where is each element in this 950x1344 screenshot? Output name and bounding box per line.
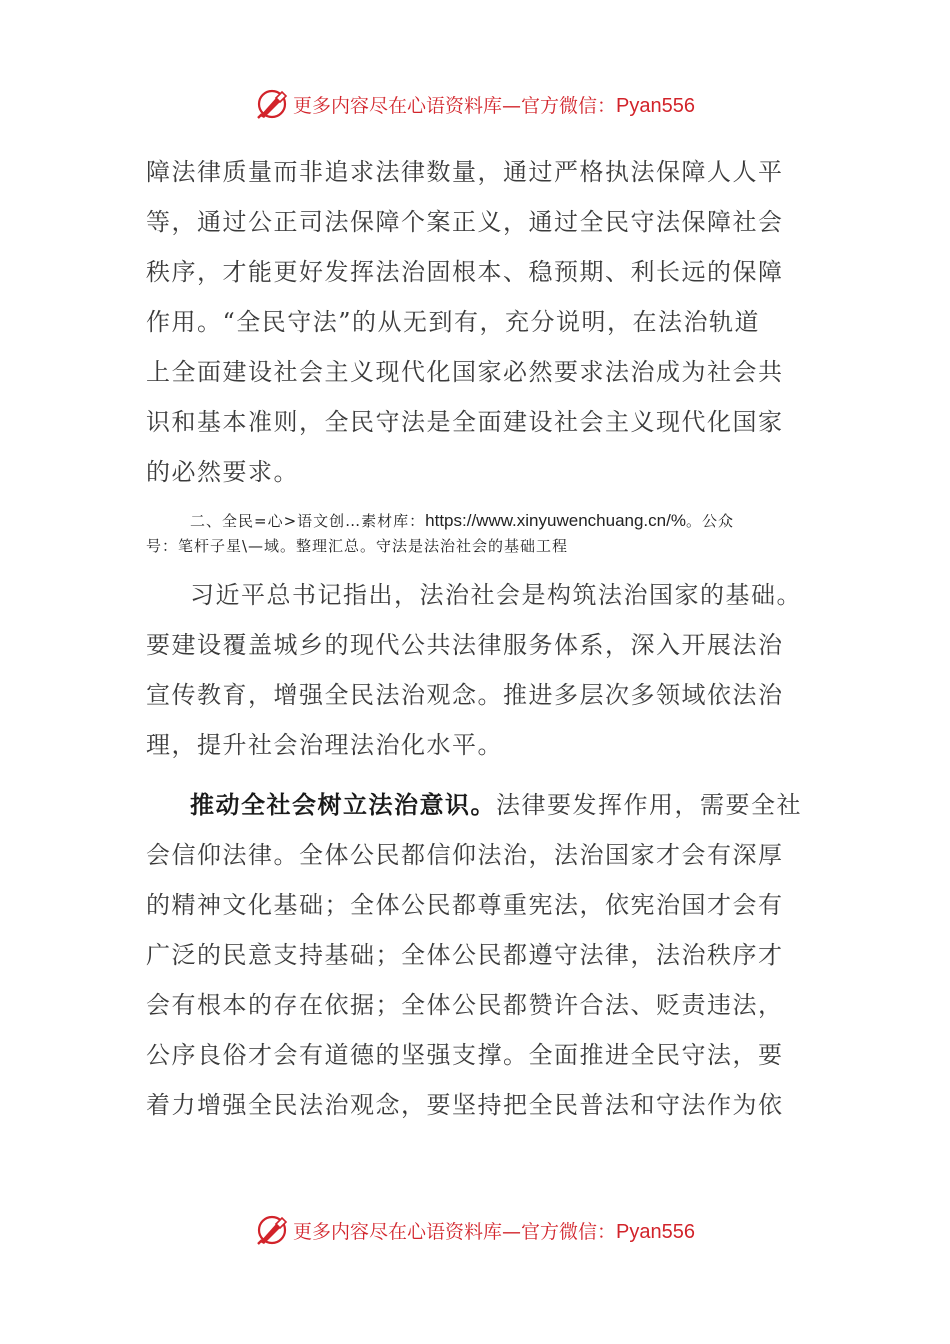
banner-wechat-id: Pyan556 bbox=[616, 94, 695, 117]
paragraph-line: 作用。“全民守法”的从无到有，充分说明，在法治轨道 bbox=[146, 308, 761, 336]
paragraph-line: 宣传教育，增强全民法治观念。推进多层次多领域依法治 bbox=[146, 681, 784, 709]
paragraph-line: 会信仰法律。全体公民都信仰法治，法治国家才会有深厚 bbox=[146, 841, 784, 869]
caption-url: https://www.xinyuwenchuang.cn/% bbox=[425, 511, 686, 530]
paragraph-line: 障法律质量而非追求法律数量，通过严格执法保障人人平 bbox=[146, 158, 784, 186]
paragraph-3 bbox=[146, 780, 811, 1130]
paragraph-line: 习近平总书记指出，法治社会是构筑法治国家的基础。 bbox=[190, 581, 802, 609]
pen-logo-icon bbox=[255, 87, 289, 121]
paragraph-line: 要建设覆盖城乡的现代公共法律服务体系，深入开展法治 bbox=[146, 631, 784, 659]
paragraph-line bbox=[146, 780, 811, 830]
paragraph-2 bbox=[146, 570, 811, 770]
banner-text bbox=[293, 1217, 695, 1244]
paragraph-line: 的必然要求。 bbox=[146, 458, 299, 486]
paragraph-line: 广泛的民意支持基础；全体公民都遵守法律，法治秩序才 bbox=[146, 941, 784, 969]
paragraph-line: 秩序，才能更好发挥法治固根本、稳预期、利长远的保障 bbox=[146, 258, 784, 286]
paragraph-line: 会有根本的存在依据；全体公民都赞许合法、贬责违法， bbox=[146, 991, 784, 1019]
paragraph-line-rest: 法律要发挥作用，需要全社 bbox=[496, 791, 802, 819]
paragraph-line: 的精神文化基础；全体公民都尊重宪法，依宪治国才会有 bbox=[146, 891, 784, 919]
pen-logo-icon bbox=[255, 1213, 289, 1247]
paragraph-line: 着力增强全民法治观念，要坚持把全民普法和守法作为依 bbox=[146, 1091, 784, 1119]
caption-prefix: 二、全民=心>语文创…素材库： bbox=[190, 512, 426, 530]
banner-prefix: 更多内容尽在心语资料库—官方微信： bbox=[293, 1220, 617, 1243]
header-watermark-banner bbox=[0, 86, 950, 122]
paragraph-line: 识和基本准则，全民守法是全面建设社会主义现代化国家 bbox=[146, 408, 784, 436]
section-heading-line-2: 号：笔杆子星\—域。整理汇总。守法是法治社会的基础工程 bbox=[146, 537, 569, 555]
paragraph-1 bbox=[146, 147, 811, 497]
paragraph-line: 理，提升社会治理法治化水平。 bbox=[146, 731, 503, 759]
paragraph-line: 等，通过公正司法保障个案正义，通过全民守法保障社会 bbox=[146, 208, 784, 236]
banner-wechat-id: Pyan556 bbox=[616, 1220, 695, 1243]
banner-prefix: 更多内容尽在心语资料库—官方微信： bbox=[293, 94, 617, 117]
caption-suffix: 。公众 bbox=[685, 512, 734, 530]
footer-watermark-banner bbox=[0, 1212, 950, 1248]
section-heading-line-1 bbox=[146, 508, 826, 534]
paragraph-heading: 推动全社会树立法治意识。 bbox=[190, 790, 496, 819]
paragraph-line: 公序良俗才会有道德的坚强支撑。全面推进全民守法，要 bbox=[146, 1041, 784, 1069]
paragraph-line: 上全面建设社会主义现代化国家必然要求法治成为社会共 bbox=[146, 358, 784, 386]
banner-text bbox=[293, 91, 695, 118]
section-heading bbox=[146, 508, 826, 559]
